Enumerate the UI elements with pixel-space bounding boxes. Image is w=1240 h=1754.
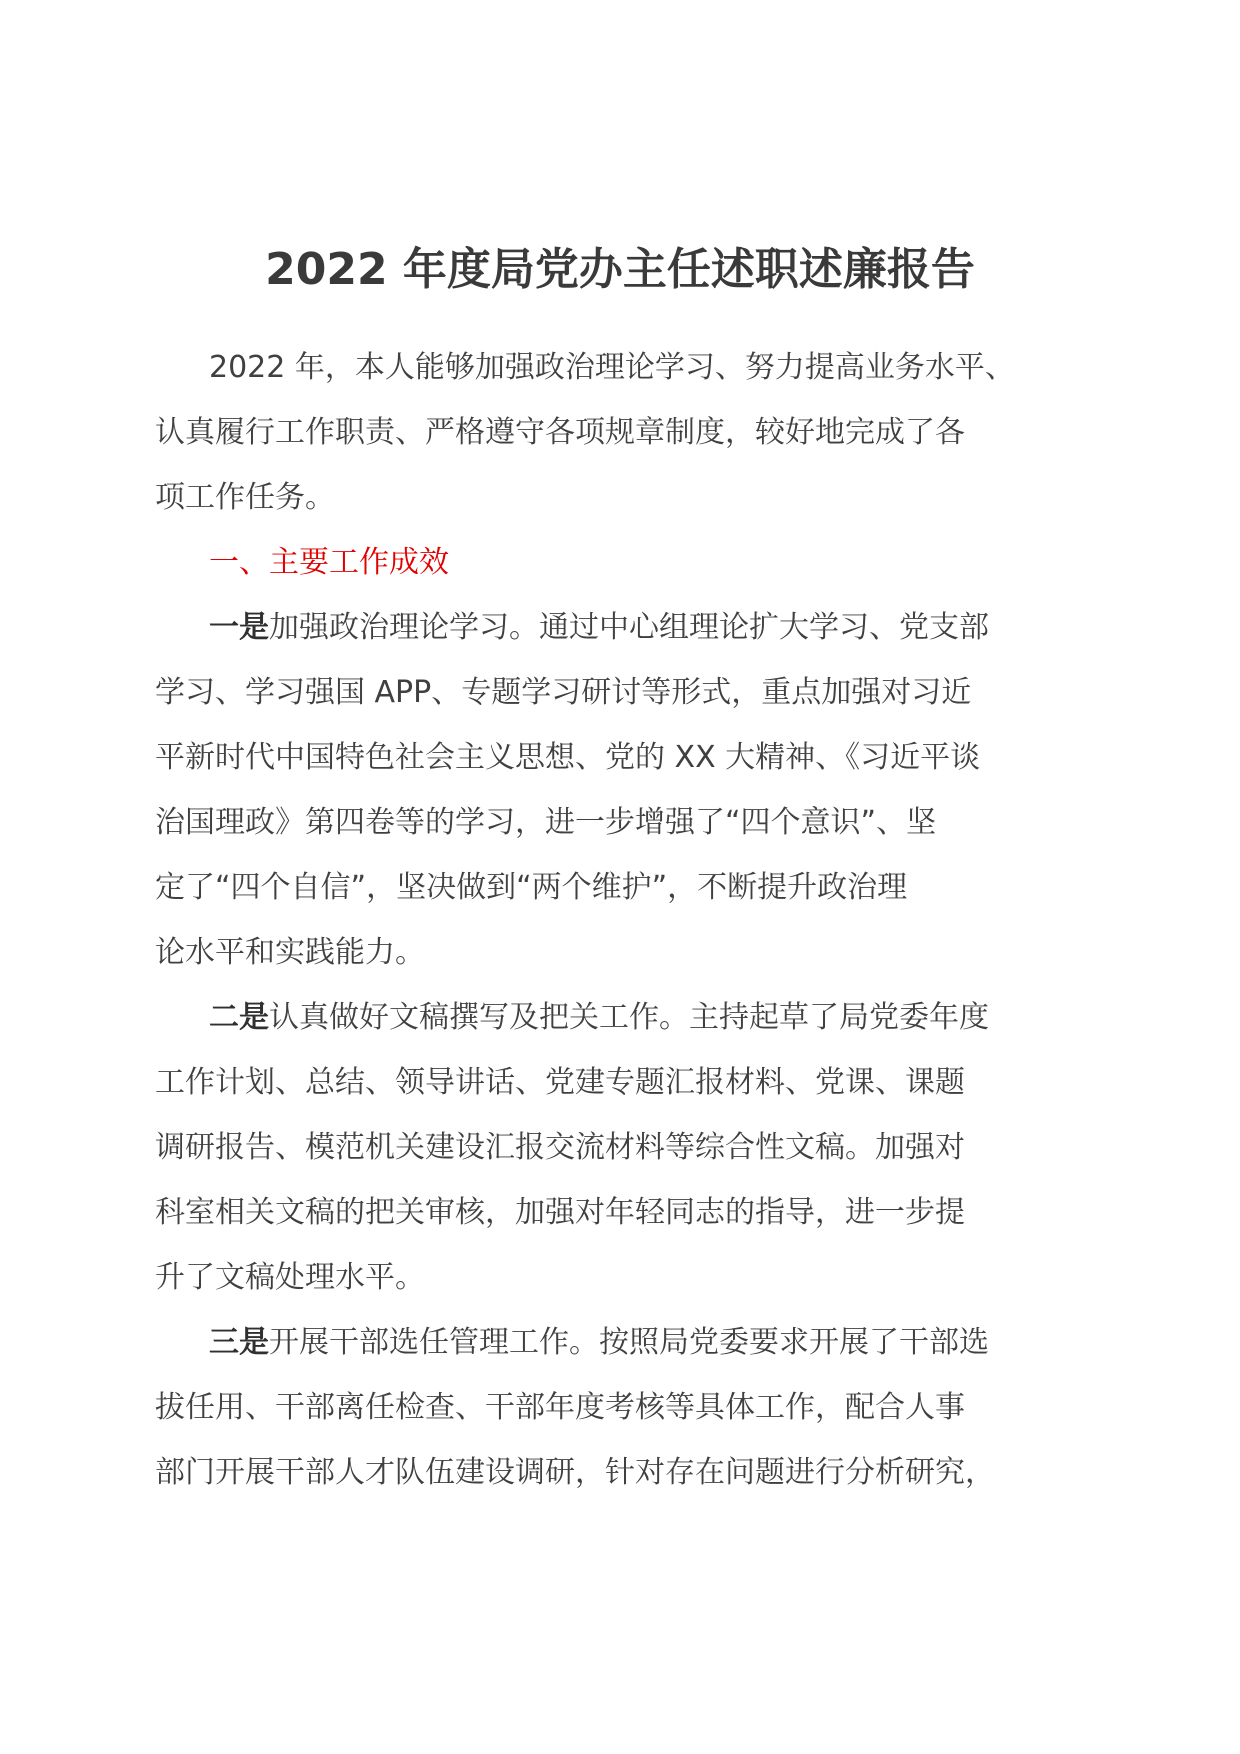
- item1-line: [155, 595, 1095, 660]
- item3-line: 部门开展干部人才队伍建设调研，针对存在问题进行分析研究，: [155, 1455, 995, 1490]
- intro-line: 2022 年，本人能够加强政治理论学习、努力提高业务水平、: [209, 350, 1015, 385]
- document-title: 2022 年度局党办主任述职述廉报告: [265, 244, 975, 295]
- item3-line: [155, 1310, 1095, 1375]
- item1-line: 治国理政》第四卷等的学习，进一步增强了“四个意识”、坚: [155, 805, 937, 840]
- item2-text: 认真做好文稿撰写及把关工作。主持起草了局党委年度: [269, 1000, 989, 1035]
- item1-line: 平新时代中国特色社会主义思想、党的 XX 大精神、《习近平谈: [155, 740, 981, 775]
- intro-line: 项工作任务。: [155, 480, 335, 515]
- item1-line: 论水平和实践能力。: [155, 935, 425, 970]
- item2-line: [155, 985, 1095, 1050]
- item3-line: 拔任用、干部离任检查、干部年度考核等具体工作，配合人事: [155, 1390, 965, 1425]
- section-heading: 一、主要工作成效: [209, 545, 449, 580]
- item1-line: 学习、学习强国 APP、专题学习研讨等形式，重点加强对习近: [155, 675, 972, 710]
- item3-text: 开展干部选任管理工作。按照局党委要求开展了干部选: [269, 1325, 989, 1360]
- item1-text: 加强政治理论学习。通过中心组理论扩大学习、党支部: [269, 610, 989, 645]
- item2-line: 工作计划、总结、领导讲话、党建专题汇报材料、党课、课题: [155, 1065, 965, 1100]
- document-body: [155, 335, 1095, 1505]
- item2-line: 升了文稿处理水平。: [155, 1260, 425, 1295]
- item1-lead: 一是: [209, 610, 269, 645]
- item3-lead: 三是: [209, 1325, 269, 1360]
- intro-line: 认真履行工作职责、严格遵守各项规章制度，较好地完成了各: [155, 415, 965, 450]
- item2-line: 调研报告、模范机关建设汇报交流材料等综合性文稿。加强对: [155, 1130, 965, 1165]
- item1-line: 定了“四个自信”，坚决做到“两个维护”，不断提升政治理: [155, 870, 908, 905]
- item2-line: 科室相关文稿的把关审核，加强对年轻同志的指导，进一步提: [155, 1195, 965, 1230]
- item2-lead: 二是: [209, 1000, 269, 1035]
